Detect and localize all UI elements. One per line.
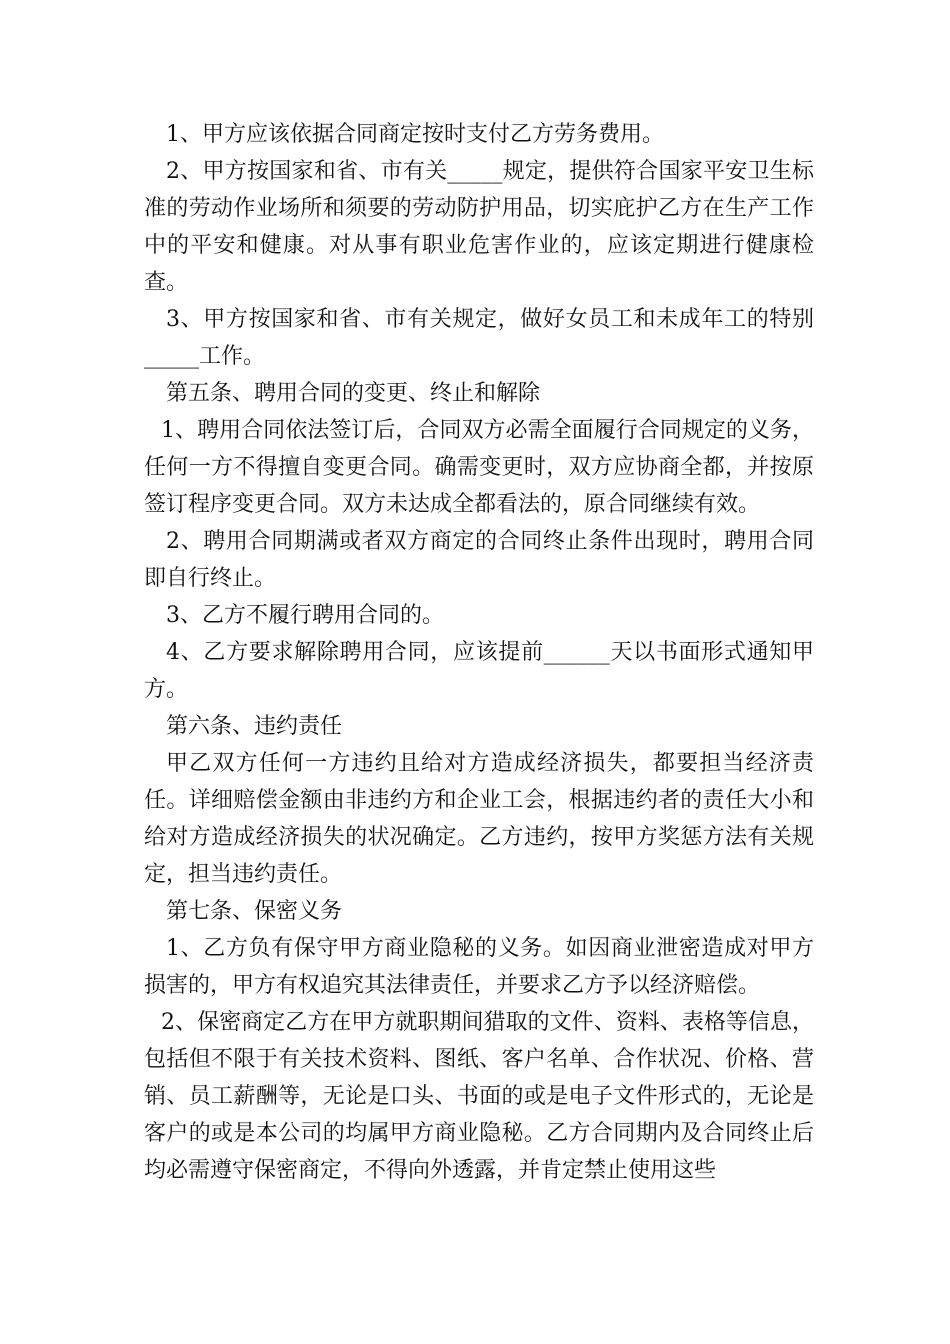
document-body bbox=[144, 116, 814, 1189]
article-six-heading: 第六条、违约责任 bbox=[166, 714, 343, 739]
clause-safety: 2、甲方按国家和省、市有关_____规定，提供符合国家平安卫生标准的劳动作业场所和须要的劳动防护用品，切实庇护乙方在生产工作中的平安和健康。对从事有职业危害作业的，应该定期进行健康检查。 bbox=[144, 159, 814, 295]
clause-confidentiality-scope: 2、保密商定乙方在甲方就职期间猎取的文件、资料、表格等信息，包括但不限于有关技术资料、图纸、客户名单、合作状况、价格、营销、员工薪酬等，无论是口头、书面的或是电子文件形式的，无论是客户的或是本公司的均属甲方商业隐秘。乙方合同期内及合同终止后均必需遵守保密商定，不得向外透露，并肯定禁止使用这些 bbox=[144, 1010, 814, 1183]
clause-breach-liability: 甲乙双方任何一方违约且给对方造成经济损失，都要担当经济责任。详细赔偿金额由非违约方和企业工会，根据违约者的责任大小和给对方造成经济损失的状况确定。乙方违约，按甲方奖惩方法有关规定，担当违约责任。 bbox=[144, 751, 814, 887]
clause-special-protection: 3、甲方按国家和省、市有关规定，做好女员工和未成年工的特别_____工作。 bbox=[144, 307, 814, 369]
article-seven-heading: 第七条、保密义务 bbox=[166, 899, 343, 924]
clause-payment: 1、甲方应该依据合同商定按时支付乙方劳务费用。 bbox=[166, 122, 664, 147]
clause-confidentiality-duty: 1、乙方负有保守甲方商业隐秘的义务。如因商业泄密造成对甲方损害的，甲方有权追究其法律责任，并要求乙方予以经济赔偿。 bbox=[144, 936, 814, 998]
clause-contract-expiry: 2、聘用合同期满或者双方商定的合同终止条件出现时，聘用合同即自行终止。 bbox=[144, 529, 814, 591]
article-five-heading: 第五条、聘用合同的变更、终止和解除 bbox=[166, 381, 541, 406]
clause-non-performance: 3、乙方不履行聘用合同的。 bbox=[166, 603, 444, 628]
clause-termination-notice: 4、乙方要求解除聘用合同，应该提前______天以书面形式通知甲方。 bbox=[144, 640, 814, 702]
clause-contract-change: 1、聘用合同依法签订后，合同双方必需全面履行合同规定的义务，任何一方不得擅自变更合同。确需变更时，双方应协商全都，并按原签订程序变更合同。双方未达成全都看法的，原合同继续有效。 bbox=[144, 418, 814, 517]
